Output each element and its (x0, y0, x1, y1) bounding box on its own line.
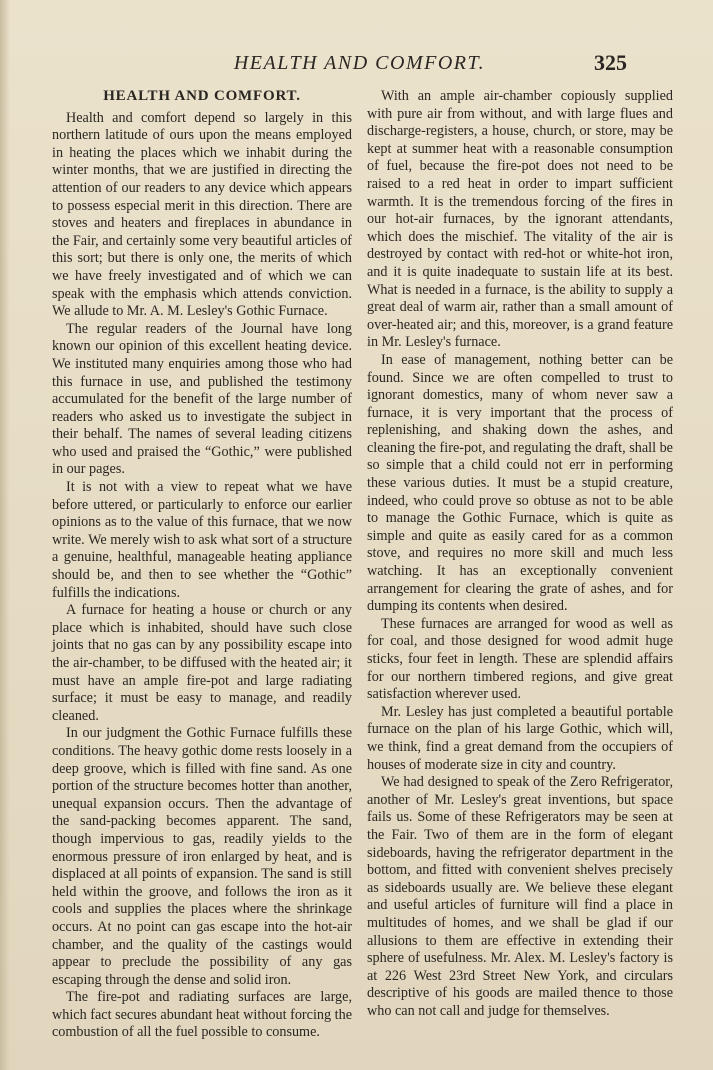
paragraph: Health and comfort depend so largely in this northern latitude of ours upon the means employed in heating the places which we inhabit during the winter months, that we are justified in directing the attention of our readers to any device which appears to possess especial merit in this direction. There are stoves and heaters and fireplaces in abundance in the Fair, and certainly some very beautiful articles of this sort; but there is only one, the merits of which we have freely investigated and of which we can speak with the emphasis which attends conviction. We allude to Mr. A. M. Lesley's Gothic Furnace. (52, 109, 353, 320)
paragraph: In our judgment the Gothic Furnace fulfills these conditions. The heavy gothic dome rests loosely in a deep groove, which is filled with fine sand. As one portion of the structure becomes hotter than another, unequal expansion occurs. Then the advantage of the sand-packing becomes apparent. The sand, though impervious to gas, readily yields to the enormous pressure of iron enlarged by heat, and is displaced at all points of expansion. The sand is still held within the groove, and follows the iron as it cools and supplies the places where the shrinkage occurs. At no point can gas escape into the hot-air chamber, and the quality of the castings would appear to preclude the possibility of any gas escaping through the dense and solid iron. (52, 725, 352, 988)
paragraph: It is not with a view to repeat what we have before uttered, or particularly to enforce our earlier opinions as to the value of this furnace, that we now write. We merely wish to ask what sort of a structure a genuine, healthful, manageable heating appliance should be, and then to see whether the “Gothic” fulfills the indications. (52, 479, 352, 601)
running-head (36, 52, 683, 80)
paragraph: The regular readers of the Journal have long known our opinion of this excellent heating device. We instituted many enquiries among those who had this furnace in use, and published the testimony accumulated for the benefit of the large number of readers who asked us to investigate the subject in their behalf. The names of several leading citizens who used and praised the “Gothic,” were published in our pages. (52, 320, 352, 478)
paragraph: A furnace for heating a house or church or any place which is inhabited, should have such close joints that no gas can by any possibility escape into the air-chamber, to be diffused with the heated air; it must have an ample fire-pot and large radiating surface; it must be easy to manage, and readily cleaned. (52, 602, 352, 724)
paragraph: In ease of management, nothing better can be found. Since we are often compelled to trust to ignorant domestics, many of whom never saw a furnace, it is very important that the process of replenishing, and shaking down the ashes, and cleaning the fire-pot, and regulating the draft, shall be so simple that a child could not err in performing these various duties. It must be a stupid creature, indeed, who could prove so obtuse as not to be able to manage the Gothic Furnace, which is quite as simple and quite as easily cared for as a common stove, and requires no more skill and much less watching. It has an exceptionally convenient arrangement for clearing the grate of ashes, and for dumping its contents when desired. (367, 351, 673, 615)
paragraph: With an ample air-chamber copiously supplied with pure air from without, and with large flues and discharge-registers, a house, church, or store, may be kept at summer heat with a reasonable consumption of fuel, because the fire-pot does not need to be raised to a red heat in order to impart sufficient warmth. It is the tremendous forcing of the fires in our hot-air furnaces, by the ignorant attendants, which does the mischief. The vitality of the air is destroyed by contact with red-hot or white-hot iron, and it is quite inadequate to sustain life at its best. What is needed in a furnace, is the ability to supply a great deal of warm air, rather than a small amount of over-heated air; and this, moreover, is a grand feature in Mr. Lesley's furnace. (367, 88, 673, 351)
page-edge-shadow (0, 0, 10, 1070)
paragraph: These furnaces are arranged for wood as well as for coal, and those designed for wood admit huge sticks, four feet in length. These are splendid affairs for our northern timbered regions, and give great satisfaction wherever used. (367, 615, 673, 703)
left-column (52, 88, 352, 1042)
right-column (367, 88, 673, 1020)
page-number: 325 (594, 50, 627, 75)
running-title: HEALTH AND COMFORT. (233, 52, 486, 74)
paragraph: We had designed to speak of the Zero Refrigerator, another of Mr. Lesley's great inventions, but space fails us. Some of these Refrigerators may be seen at the Fair. Two of them are in the form of elegant sideboards, having the refrigerator department in the bottom, and fitted with convenient shelves precisely as sideboards usually are. We believe these elegant and useful articles of furniture will find a place in multitudes of homes, and we shall be glad if our allusions to them are effective in extending their sphere of usefulness. Mr. Alex. M. Lesley's factory is at 226 West 23rd Street New York, and circulars descriptive of his goods are mailed thence to those who can not call and judge for themselves. (367, 774, 673, 1019)
paragraph: Mr. Lesley has just completed a beautiful portable furnace on the plan of his large Gothic, which will, we think, find a great demand from the occupiers of houses of moderate size in city and country. (367, 703, 673, 773)
article-heading: HEALTH AND COMFORT. (103, 88, 301, 104)
paragraph: The fire-pot and radiating surfaces are large, which fact secures abundant heat without forcing the combustion of all the fuel possible to consume. (52, 989, 352, 1041)
